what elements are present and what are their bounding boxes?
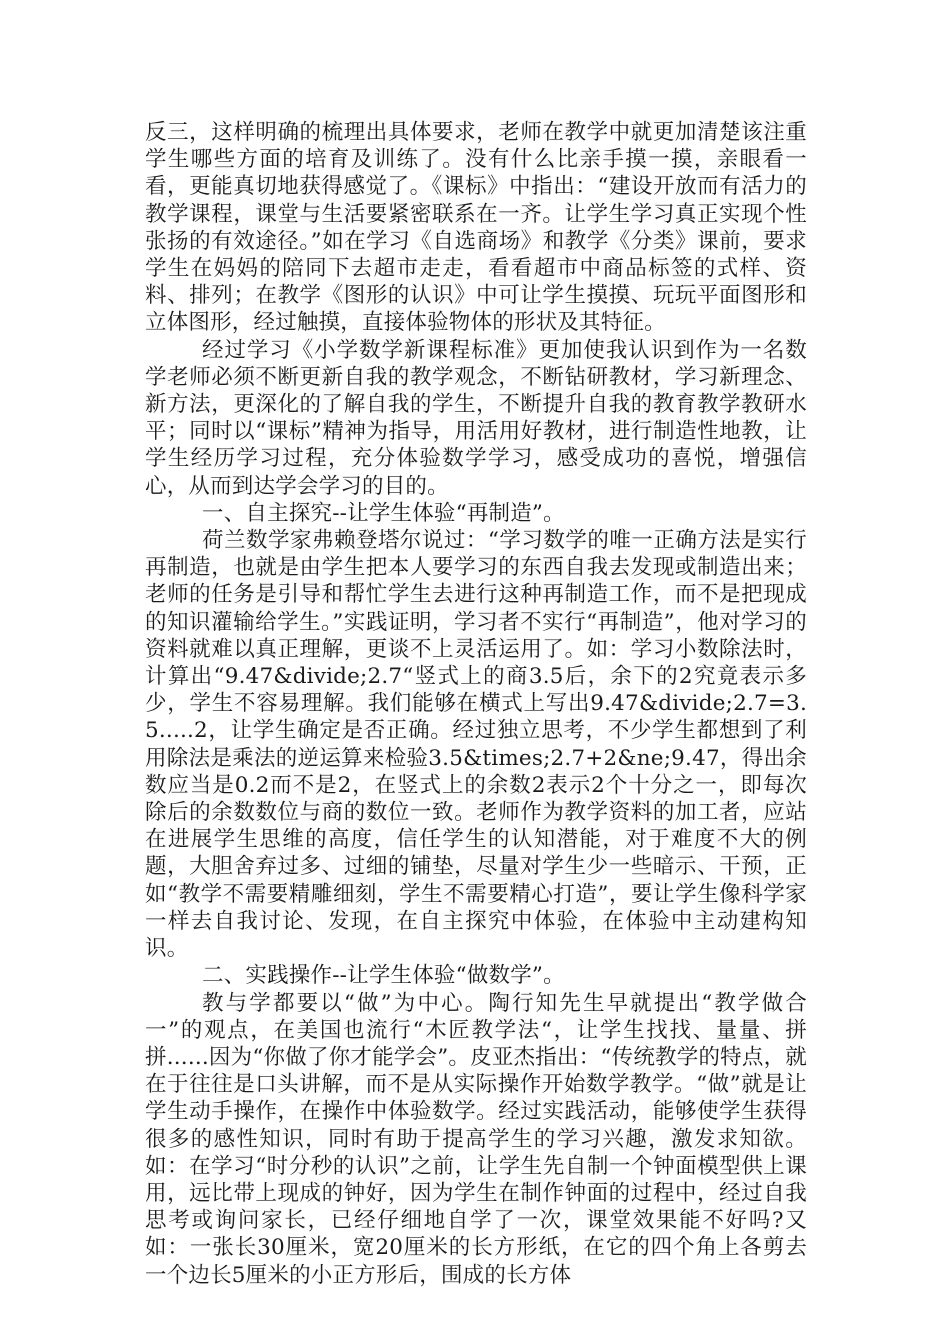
paragraph-section-2: 教与学都要以“做”为中心。陶行知先生早就提出“教学做合一”的观点，在美国也流行“木匠教学法“，让学生找找、量量、拼拼......因为“你做了你才能学会”。皮亚杰指出：“传统教学的特点，就在于往往是口头讲解，而不是从实际操作开始数学教学。“做”就是让学生动手操作，在操作中体验数学。经过实践活动，能够使学生获得很多的感性知识，同时有助于提高学生的学习兴趣，激发求知欲。如：在学习“时分秒的认识”之前，让学生先自制一个钟面模型供上课用，远比带上现成的钟好，因为学生在制作钟面的过程中，经过自我思考或询问家长，已经仔细地自学了一次，课堂效果能不好吗?又如：一张长30厘米，宽20厘米的长方形纸，在它的四个角上各剪去一个边长5厘米的小正方形后，围成的长方体 [145,990,807,1288]
section-heading-1: 一、自主探究--让学生体验“再制造”。 [202,500,565,526]
document-page [145,119,807,1289]
paragraph-continuation: 反三，这样明确的梳理出具体要求，老师在教学中就更加清楚该注重学生哪些方面的培育及训练了。没有什么比亲手摸一摸，亲眼看一看，更能真切地获得感觉了。《课标》中指出：“建设开放而有活力的教学课程，课堂与生活要紧密联系在一齐。让学生学习真正实现个性张扬的有效途径。”如在学习《自选商场》和教学《分类》课前，要求学生在妈妈的陪同下去超市走走，看看超市中商品标签的式样、资料、排列；在教学《图形的认识》中可让学生摸摸、玩玩平面图形和立体图形，经过触摸，直接体验物体的形状及其特征。 [145,120,807,336]
section-heading-2: 二、实践操作--让学生体验“做数学”。 [202,963,565,989]
paragraph-summary: 经过学习《小学数学新课程标准》更加使我认识到作为一名数学老师必须不断更新自我的教学观念，不断钻研教材，学习新理念、新方法，更深化的了解自我的学生，不断提升自我的教育教学教研水平；同时以“课标”精神为指导，用活用好教材，进行制造性地教，让学生经历学习过程，充分体验数学学习，感受成功的喜悦，增强信心，从而到达学会学习的目的。 [145,337,807,499]
paragraph-section-1: 荷兰数学家弗赖登塔尔说过：“学习数学的唯一正确方法是实行再制造，也就是由学生把本人要学习的东西自我去发现或制造出来；老师的任务是引导和帮忙学生去进行这种再制造工作，而不是把现成的知识灌输给学生。”实践证明，学习者不实行“再制造”，他对学习的资料就难以真正理解，更谈不上灵活运用了。如：学习小数除法时，计算出“9.47&divide;2.7“竖式上的商3.5后，余下的2究竟表示多少，学生不容易理解。我们能够在横式上写出9.47&divide;2.7=3.5.....2，让学生确定是否正确。经过独立思考，不少学生都想到了利用除法是乘法的逆运算来检验3.5&times;2.7+2&ne;9.47，得出余数应当是0.2而不是2，在竖式上的余数2表示2个十分之一，即每次除后的余数数位与商的数位一致。老师作为教学资料的加工者，应站在进展学生思维的高度，信任学生的认知潜能，对于难度不大的例题，大胆舍弃过多、过细的铺垫，尽量对学生少一些暗示、干预，正如“教学不需要精雕细刻，学生不需要精心打造”，要让学生像科学家一样去自我讨论、发现，在自主探究中体验，在体验中主动建构知识。 [145,528,807,962]
